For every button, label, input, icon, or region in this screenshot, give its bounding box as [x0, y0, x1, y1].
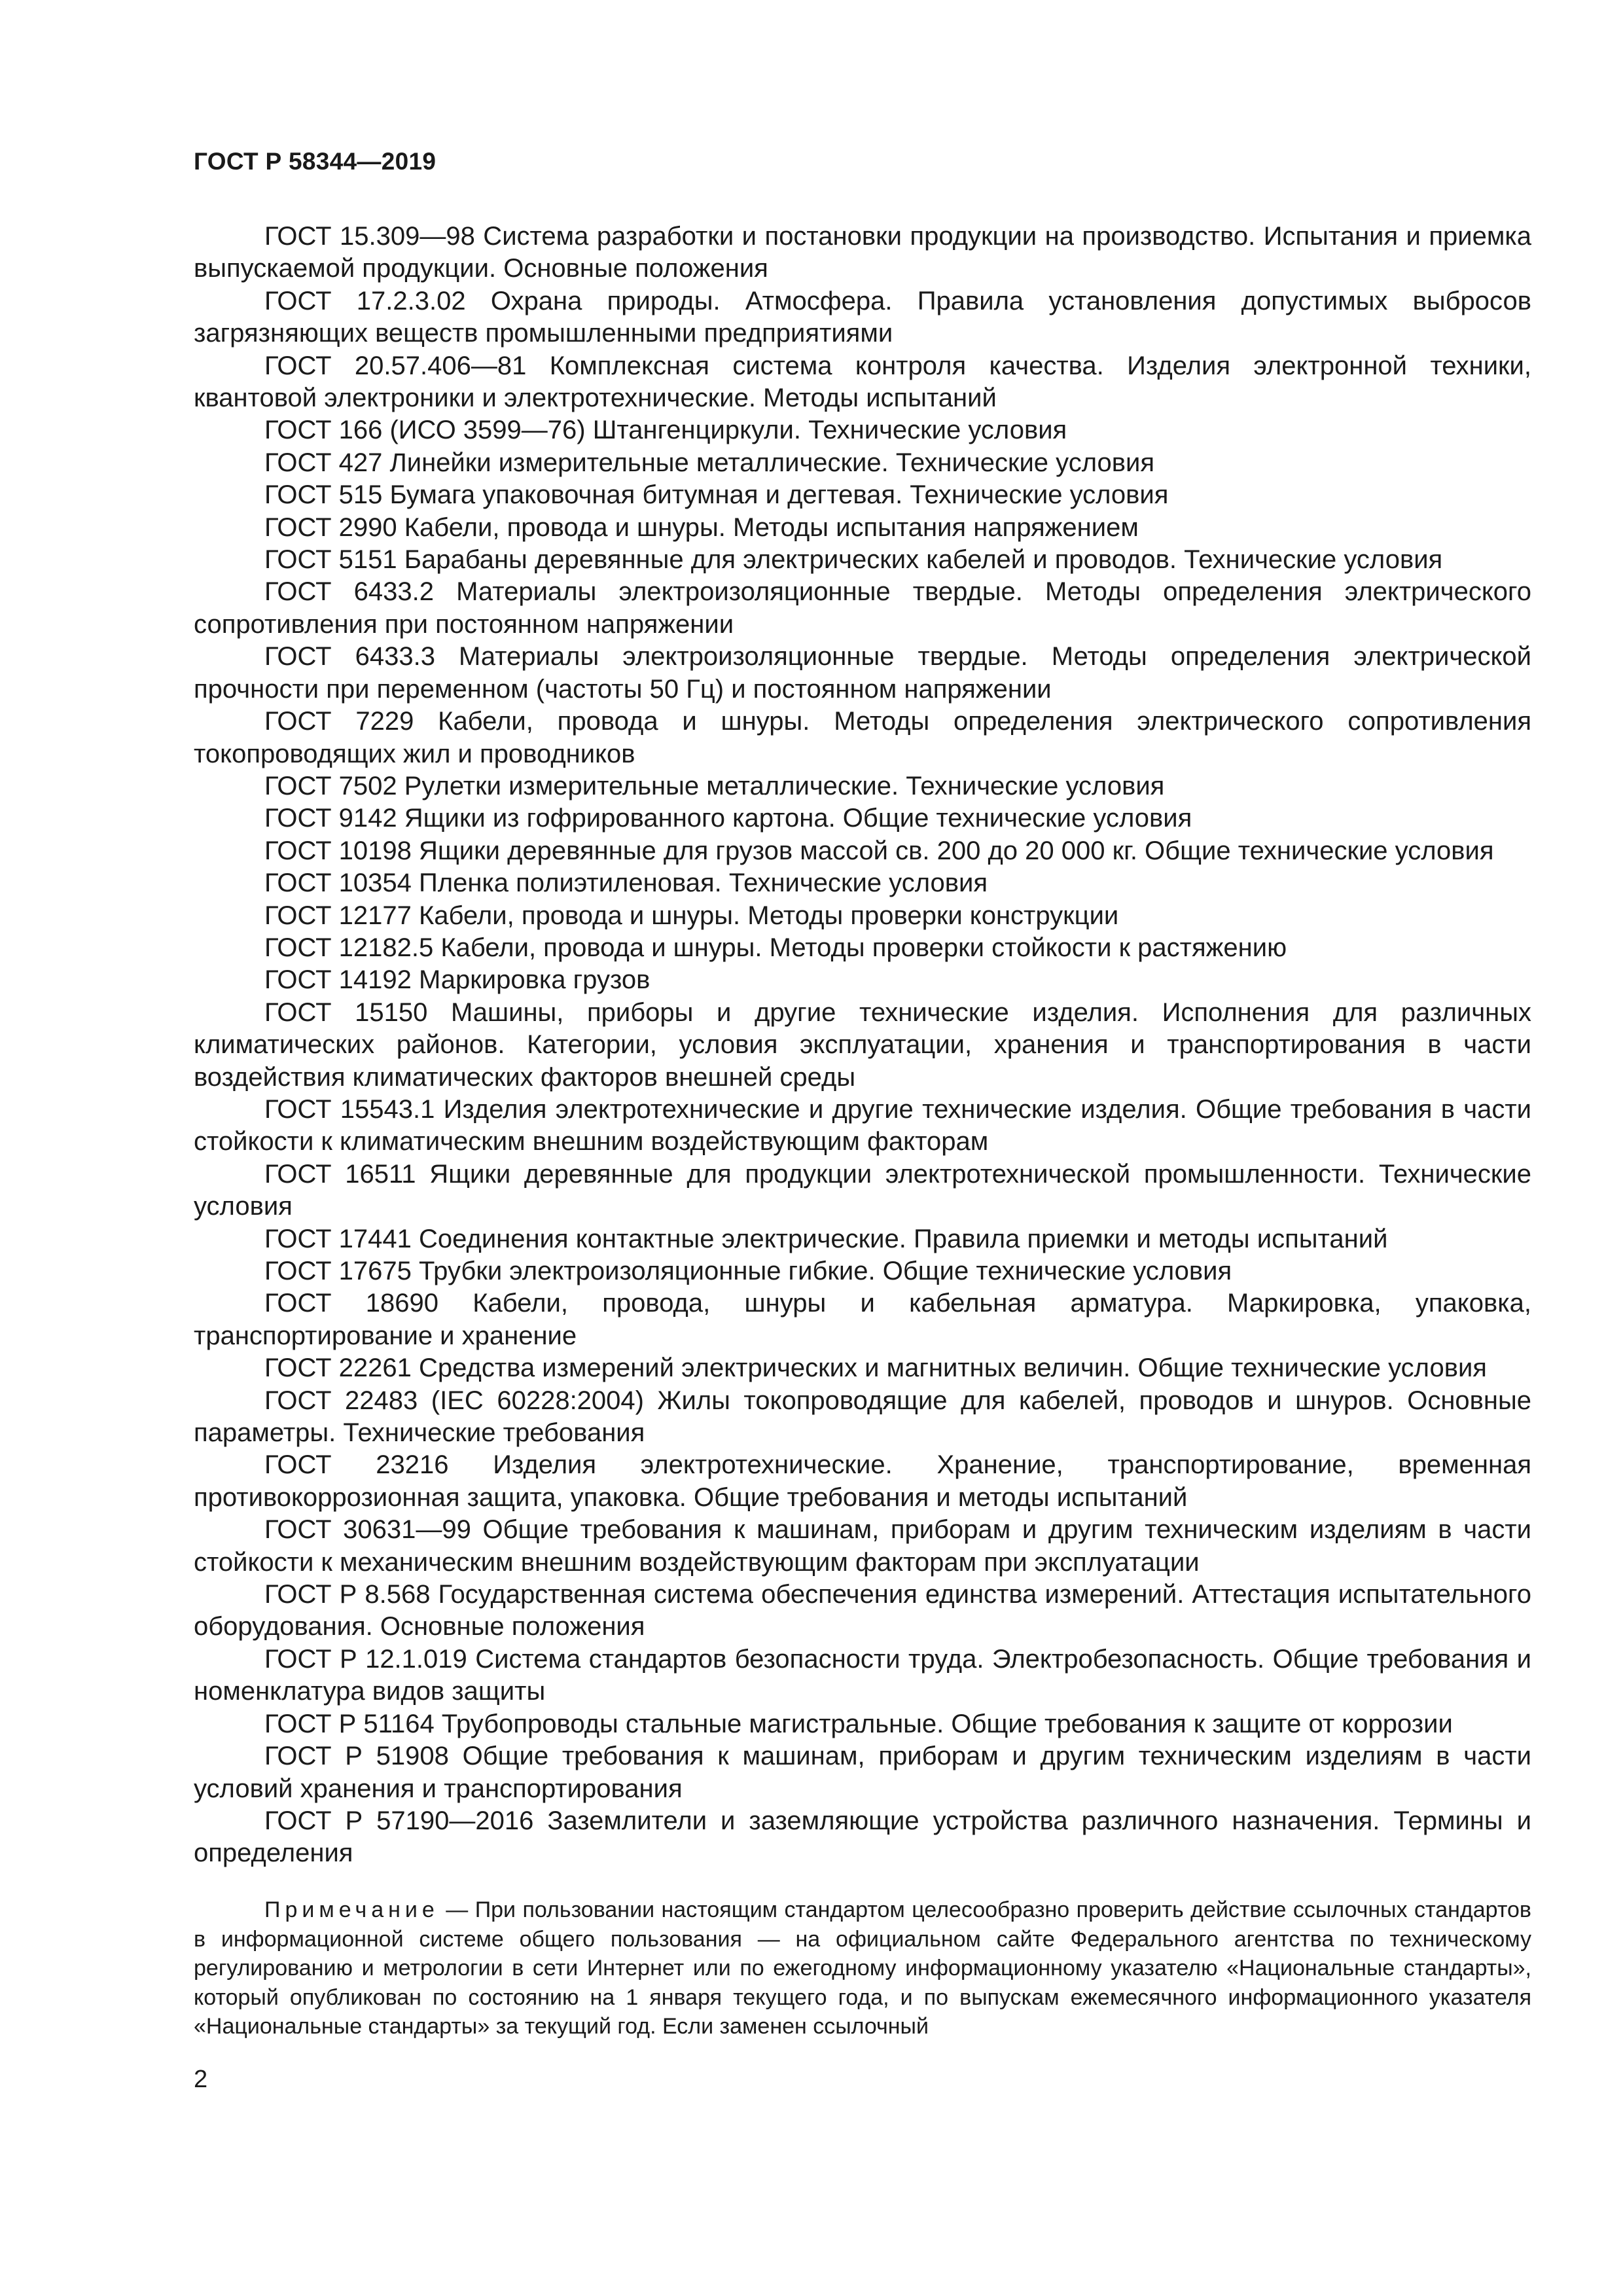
- reference-item: ГОСТ 10354 Пленка полиэтиленовая. Технические условия: [264, 869, 988, 898]
- reference-item: ГОСТ 30631—99 Общие требования к машинам, приборам и другим техническим изделиям в части стойкости к механическим внешним воздействующим факторам при эксплуатации: [194, 1515, 1531, 1577]
- reference-item: ГОСТ 2990 Кабели, провода и шнуры. Методы испытания напряжением: [264, 512, 1139, 542]
- reference-item: ГОСТ 5151 Барабаны деревянные для электрических кабелей и проводов. Технические условия: [264, 545, 1443, 575]
- reference-item: ГОСТ 7502 Рулетки измерительные металлические. Технические условия: [264, 771, 1165, 800]
- reference-item: ГОСТ 7229 Кабели, провода и шнуры. Методы определения электрического сопротивления токопроводящих жил и проводников: [194, 707, 1531, 768]
- note-label: Примечание: [264, 1897, 439, 1922]
- reference-item: ГОСТ Р 12.1.019 Система стандартов безопасности труда. Электробезопасность. Общие требования и номенклатура видов защиты: [194, 1644, 1531, 1706]
- reference-item: ГОСТ 22261 Средства измерений электрических и магнитных величин. Общие технические условия: [264, 1354, 1487, 1383]
- reference-item: ГОСТ Р 51164 Трубопроводы стальные магистральные. Общие требования к защите от коррозии: [264, 1709, 1453, 1738]
- reference-item: ГОСТ 12182.5 Кабели, провода и шнуры. Методы проверки стойкости к растяжению: [264, 933, 1287, 962]
- reference-item: ГОСТ 23216 Изделия электротехнические. Хранение, транспортирование, временная противокоррозионная защита, упаковка. Общие требования и методы испытаний: [194, 1450, 1531, 1512]
- reference-item: ГОСТ Р 57190—2016 Заземлители и заземляющие устройства различного назначения. Термины и определения: [194, 1806, 1531, 1868]
- page-number: 2: [194, 2066, 208, 2093]
- reference-item: ГОСТ 22483 (IEC 60228:2004) Жилы токопроводящие для кабелей, проводов и шнуров. Основные параметры. Технические требования: [194, 1386, 1531, 1448]
- reference-item: ГОСТ 10198 Ящики деревянные для грузов массой св. 200 до 20 000 кг. Общие технические условия: [264, 836, 1494, 865]
- reference-item: ГОСТ 15543.1 Изделия электротехнические и другие технические изделия. Общие требования в части стойкости к климатическим внешним воздействующим факторам: [194, 1094, 1531, 1157]
- reference-item: ГОСТ 515 Бумага упаковочная битумная и дегтевая. Технические условия: [264, 480, 1169, 510]
- reference-item: ГОСТ 6433.2 Материалы электроизоляционные твердые. Методы определения электрического сопротивления при постоянном напряжении: [194, 577, 1531, 639]
- reference-item: ГОСТ 17675 Трубки электроизоляционные гибкие. Общие технические условия: [264, 1257, 1232, 1285]
- reference-item: ГОСТ 166 (ИСО 3599—76) Штангенциркули. Технические условия: [264, 416, 1067, 445]
- reference-item: ГОСТ 16511 Ящики деревянные для продукции электротехнической промышленности. Технические условия: [194, 1159, 1531, 1221]
- reference-item: ГОСТ 14192 Маркировка грузов: [264, 965, 651, 995]
- note-paragraph: [194, 1895, 1531, 2041]
- reference-item: ГОСТ 12177 Кабели, провода и шнуры. Методы проверки конструкции: [264, 901, 1119, 930]
- normative-references-list: [194, 221, 1531, 1870]
- reference-item: ГОСТ 427 Линейки измерительные металлические. Технические условия: [264, 448, 1154, 477]
- document-number-header: ГОСТ Р 58344—2019: [194, 148, 437, 175]
- reference-item: ГОСТ 20.57.406—81 Комплексная система контроля качества. Изделия электронной техники, квантовой электроники и электротехнические. Методы испытаний: [194, 351, 1531, 413]
- reference-item: ГОСТ Р 8.568 Государственная система обеспечения единства измерений. Аттестация испытательного оборудования. Основные положения: [194, 1580, 1531, 1641]
- reference-item: ГОСТ 9142 Ящики из гофрированного картона. Общие технические условия: [264, 804, 1192, 833]
- reference-item: ГОСТ Р 51908 Общие требования к машинам, приборам и другим техническим изделиям в части условий хранения и транспортирования: [194, 1742, 1531, 1803]
- reference-item: ГОСТ 17.2.3.02 Охрана природы. Атмосфера. Правила установления допустимых выбросов загрязняющих веществ промышленными предприятиями: [194, 286, 1531, 348]
- reference-item: ГОСТ 18690 Кабели, провода, шнуры и кабельная арматура. Маркировка, упаковка, транспортирование и хранение: [194, 1289, 1531, 1350]
- note-text: — При пользовании настоящим стандартом целесообразно проверить действие ссылочных стандартов в информационной системе общего пользования — на официальном сайте Федерального агентства по техническому регулированию и метрологии в сети Интернет или по ежегодному информационному указателю «Национальные стандарты», который опубликован по состоянию на 1 января текущего года, и по выпускам ежемесячного информационного указателя «Национальные стандарты» за текущий год. Если заменен ссылочный: [194, 1897, 1531, 2039]
- reference-item: ГОСТ 15150 Машины, приборы и другие технические изделия. Исполнения для различных климатических районов. Категории, условия эксплуатации, хранения и транспортирования в части воздействия климатических факторов внешней среды: [194, 997, 1531, 1092]
- reference-item: ГОСТ 17441 Соединения контактные электрические. Правила приемки и методы испытаний: [264, 1224, 1388, 1253]
- reference-item: ГОСТ 15.309—98 Система разработки и постановки продукции на производство. Испытания и приемка выпускаемой продукции. Основные положения: [194, 222, 1531, 283]
- reference-item: ГОСТ 6433.3 Материалы электроизоляционные твердые. Методы определения электрической прочности при переменном (частоты 50 Гц) и постоянном напряжении: [194, 642, 1531, 704]
